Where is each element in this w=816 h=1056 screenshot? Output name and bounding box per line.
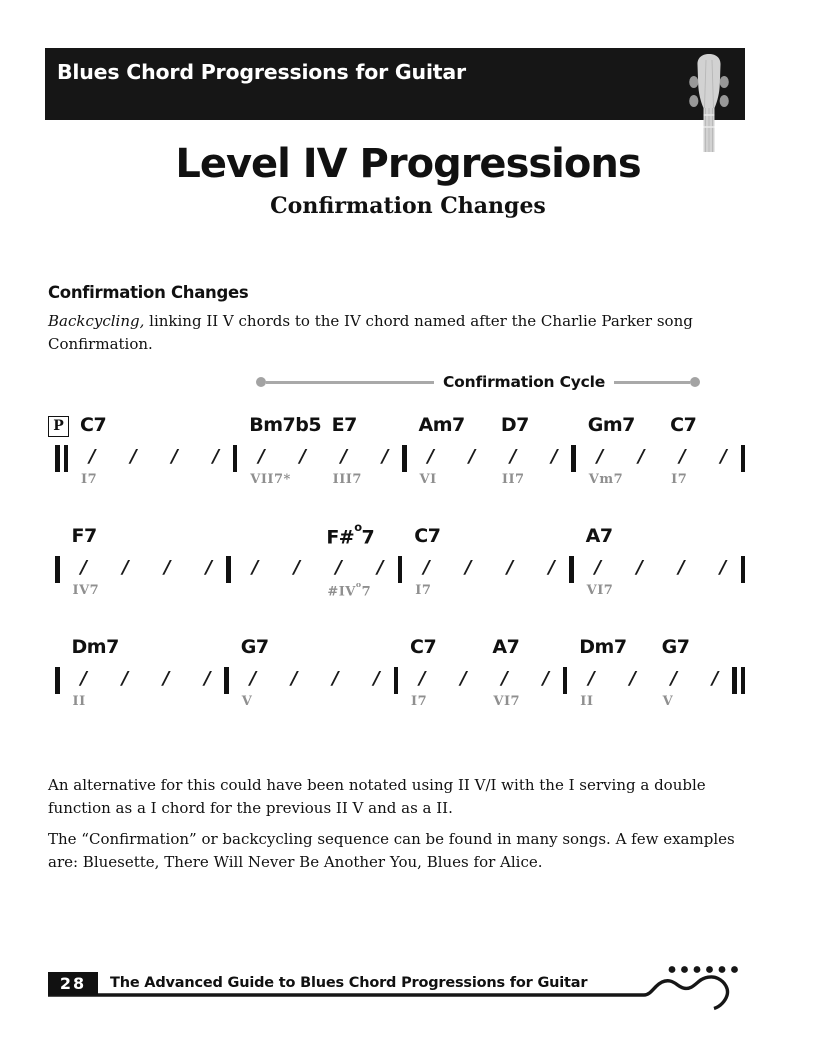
roman-numeral (699, 472, 740, 488)
roman-numeral (657, 583, 699, 599)
roman-numeral: I7 (415, 583, 432, 598)
roman-numeral: III7 (332, 472, 362, 487)
beat-cell (192, 414, 233, 488)
chord-label (608, 636, 649, 666)
roman-numeral (273, 583, 315, 599)
measure (567, 636, 732, 710)
slash-mark: / (542, 668, 550, 689)
beat-cell (398, 636, 439, 710)
roman-numeral (691, 694, 732, 710)
beat-cell (60, 525, 102, 599)
double-barline (55, 445, 68, 472)
roman-numeral: II (580, 694, 594, 709)
slash-mark: / (588, 668, 595, 689)
beat-cell (237, 414, 322, 488)
roman-numeral (278, 472, 319, 488)
chord-label (657, 525, 699, 555)
roman-numeral: VII7* (250, 472, 291, 487)
roman-numeral (185, 583, 227, 599)
roman-numeral (142, 694, 183, 710)
slash-mark: / (335, 557, 342, 578)
measure (398, 636, 563, 710)
footer-book-title: The Advanced Guide to Blues Chord Progressions for Guitar (110, 975, 588, 991)
measure (60, 636, 225, 710)
cycle-right-line (614, 381, 690, 384)
barline (741, 556, 746, 583)
slash-mark: / (121, 668, 129, 689)
roman-numeral: II (72, 694, 86, 709)
barline (741, 445, 746, 472)
beat-cell (527, 525, 569, 599)
slash-mark: / (171, 446, 178, 467)
roman-numeral: V (241, 694, 253, 709)
roman-numeral: V (662, 694, 674, 709)
slash-mark: / (594, 557, 602, 578)
page-title: Level IV Progressions (175, 141, 641, 187)
chord-label (527, 525, 569, 555)
slash-mark: / (678, 557, 685, 578)
beat-cell (657, 525, 699, 599)
beat-cell (576, 414, 635, 488)
chord-label (143, 525, 185, 555)
chord-label (192, 414, 233, 444)
slash-mark: / (506, 557, 514, 578)
chord-label: D7 (500, 414, 529, 436)
roman-numeral (311, 694, 352, 710)
chord-label (486, 525, 528, 555)
beat-cell (311, 636, 352, 710)
chord-label: A7 (585, 525, 613, 547)
beat-cell (617, 414, 658, 488)
roman-numeral (192, 472, 233, 488)
chart-line-1 (48, 414, 745, 488)
chord-label: E7 (331, 414, 357, 436)
roman-numeral (444, 583, 486, 599)
chord-label: C7 (410, 636, 437, 658)
slash-mark: / (293, 557, 301, 578)
slash-mark: / (509, 446, 517, 467)
chord-label (530, 414, 571, 444)
roman-numeral (356, 583, 398, 599)
slash-mark: / (290, 668, 298, 689)
page-subtitle: Confirmation Changes (270, 193, 546, 219)
chord-label (448, 414, 489, 444)
roman-numeral (486, 583, 528, 599)
rehearsal-mark: P (48, 416, 69, 437)
section-lead (48, 310, 708, 356)
chord-chart-lines (48, 414, 745, 710)
guitar-headstock-icon (685, 52, 733, 152)
chord-label (617, 414, 658, 444)
roman-numeral (527, 583, 569, 599)
roman-numeral: VI7 (493, 694, 521, 709)
slash-mark: / (340, 446, 348, 467)
lead-italic: Backcycling, (48, 312, 145, 330)
slash-mark: / (548, 557, 555, 578)
beat-cell (352, 636, 393, 710)
page-footer (48, 964, 774, 1014)
chord-label: C7 (670, 414, 697, 436)
beat-cell (143, 525, 185, 599)
measure (60, 525, 227, 599)
chart-line-2 (48, 519, 745, 600)
beat-cell (229, 636, 270, 710)
roman-numeral: IV7 (72, 583, 100, 598)
chord-label: Gm7 (587, 414, 635, 436)
roman-numeral (231, 583, 273, 599)
slash-mark: / (720, 446, 727, 467)
roman-numeral: VI (419, 472, 437, 487)
roman-numeral (101, 583, 143, 599)
slash-mark: / (205, 557, 213, 578)
beat-cell (480, 636, 521, 710)
beat-cell (615, 525, 657, 599)
beat-cell (356, 525, 398, 599)
slash-mark: / (130, 446, 137, 467)
chord-label: G7 (661, 636, 690, 658)
chord-label (185, 525, 227, 555)
chord-chart (48, 370, 745, 710)
roman-numeral (352, 694, 393, 710)
roman-numeral: I7 (671, 472, 688, 487)
roman-numeral (448, 472, 489, 488)
beat-cell (109, 414, 150, 488)
roman-numeral (615, 583, 657, 599)
slash-mark: / (679, 446, 686, 467)
chord-label (183, 636, 224, 666)
slash-mark: / (258, 446, 265, 467)
beat-cell (68, 414, 109, 488)
beat-cell (699, 525, 741, 599)
measure (576, 414, 741, 488)
chord-label (273, 525, 315, 555)
beat-cell (407, 414, 465, 488)
measure (407, 414, 572, 488)
measure (229, 636, 394, 710)
chord-label (270, 636, 311, 666)
chord-label (522, 636, 563, 666)
beat-cell (444, 525, 486, 599)
chord-label: C7 (414, 525, 441, 547)
slash-mark: / (299, 446, 307, 467)
beat-cell (101, 636, 142, 710)
slash-mark: / (596, 446, 604, 467)
slash-mark: / (551, 446, 558, 467)
beat-cell (150, 414, 191, 488)
cycle-left-dot-icon (256, 377, 266, 387)
cycle-right-dot-icon (690, 377, 700, 387)
beat-cell (273, 525, 315, 599)
slash-mark: / (122, 557, 129, 578)
roman-numeral (270, 694, 311, 710)
slash-mark: / (80, 668, 88, 689)
roman-numeral: I7 (81, 472, 98, 487)
confirmation-cycle-banner (256, 370, 692, 394)
slash-mark: / (162, 668, 170, 689)
chord-label (352, 636, 393, 666)
chord-label (109, 414, 150, 444)
slash-mark: / (419, 668, 426, 689)
roman-numeral (699, 583, 741, 599)
measure (402, 525, 569, 599)
chord-label (101, 636, 142, 666)
slash-mark: / (80, 557, 88, 578)
beat-cell (402, 525, 444, 599)
paragraph-examples: The “Confirmation” or backcycling sequence can be found in many songs. A few examples are: Bluesette, There Will Never Be Another You, Blues for Alice. (48, 830, 735, 871)
beat-cell (320, 414, 361, 488)
chord-label: G7 (240, 636, 269, 658)
beat-cell (658, 414, 699, 488)
slash-mark: / (89, 446, 96, 467)
slash-mark: / (427, 446, 435, 467)
roman-numeral (183, 694, 224, 710)
chord-label (699, 525, 741, 555)
chord-label: Dm7 (71, 636, 119, 658)
slash-mark: / (501, 668, 508, 689)
chord-label: Bm7b5 (249, 414, 322, 436)
chart-line-3 (48, 636, 745, 710)
slash-mark: / (377, 557, 384, 578)
roman-numeral: Vm7 (588, 472, 624, 487)
slash-mark: / (381, 446, 389, 467)
roman-numeral: VI7 (586, 583, 614, 598)
beat-cell (608, 636, 649, 710)
slash-mark: / (636, 557, 643, 578)
beat-cell (183, 636, 224, 710)
measure (237, 414, 402, 488)
slash-mark: / (460, 668, 467, 689)
cycle-label: Confirmation Cycle (443, 373, 606, 391)
chord-label (615, 525, 657, 555)
beat-cell (448, 414, 489, 488)
slash-mark: / (204, 668, 211, 689)
double-barline (732, 667, 745, 694)
beat-cell (574, 525, 616, 599)
slash-mark: / (464, 557, 472, 578)
roman-numeral (101, 694, 142, 710)
roman-numeral: I7 (411, 694, 428, 709)
beat-cell (650, 636, 691, 710)
beat-cell (314, 519, 375, 600)
slash-mark: / (163, 557, 171, 578)
chord-label (101, 525, 143, 555)
header-bar (45, 48, 745, 120)
chord-label (231, 525, 273, 555)
chord-label (444, 525, 486, 555)
beat-cell (361, 414, 402, 488)
chord-label (278, 414, 319, 444)
roman-numeral (608, 694, 649, 710)
cycle-left-line (266, 381, 434, 384)
chord-label (356, 525, 398, 555)
beat-cell (142, 636, 183, 710)
beat-cell (691, 636, 732, 710)
slash-mark: / (212, 446, 220, 467)
beat-cell (101, 525, 143, 599)
slash-mark: / (332, 668, 339, 689)
chord-label: F#$^o$7 (326, 519, 375, 549)
slash-mark: / (629, 668, 637, 689)
beat-cell (489, 414, 530, 488)
beat-cell (439, 636, 480, 710)
roman-numeral (361, 472, 402, 488)
chord-label (142, 636, 183, 666)
chord-label: Dm7 (579, 636, 627, 658)
lead-rest: linking II V chords to the IV chord named after the Charlie Parker song Confirmation. (48, 312, 693, 353)
roman-numeral (143, 583, 185, 599)
beat-cell (567, 636, 627, 710)
slash-mark: / (249, 668, 257, 689)
measure (231, 519, 398, 600)
chord-label (691, 636, 732, 666)
beat-cell (699, 414, 740, 488)
section-heading: Confirmation Changes (48, 283, 249, 302)
measure (68, 414, 233, 488)
roman-numeral: $\#IV^o7$ (327, 579, 372, 600)
chord-label: Am7 (418, 414, 465, 436)
chord-label: F7 (71, 525, 97, 547)
chord-label: A7 (492, 636, 520, 658)
slash-mark: / (670, 668, 678, 689)
roman-numeral (530, 472, 571, 488)
beat-cell (185, 525, 227, 599)
chord-label (311, 636, 352, 666)
slash-mark: / (719, 557, 727, 578)
beat-cell (270, 636, 311, 710)
page-number-badge: 28 (48, 972, 98, 995)
roman-numeral (617, 472, 658, 488)
beat-cell (60, 636, 119, 710)
beat-cell (530, 414, 571, 488)
chord-label (150, 414, 191, 444)
roman-numeral (522, 694, 563, 710)
roman-numeral: II7 (501, 472, 525, 487)
beat-cell (522, 636, 563, 710)
beat-cell (486, 525, 528, 599)
slash-mark: / (637, 446, 645, 467)
header-title: Blues Chord Progressions for Guitar (57, 60, 466, 84)
chord-label: C7 (80, 414, 107, 436)
chord-label (361, 414, 402, 444)
slash-mark: / (251, 557, 259, 578)
roman-numeral (109, 472, 150, 488)
roman-numeral (439, 694, 480, 710)
slash-mark: / (711, 668, 719, 689)
roman-numeral (150, 472, 191, 488)
measure (574, 525, 741, 599)
beat-cell (231, 525, 273, 599)
slash-mark: / (373, 668, 380, 689)
chord-label (699, 414, 740, 444)
paragraph-alternative: An alternative for this could have been notated using II V/I with the I serving a double function as a I chord for the previous II V and as a II. (48, 776, 706, 817)
beat-cell (278, 414, 319, 488)
slash-mark: / (423, 557, 430, 578)
slash-mark: / (468, 446, 476, 467)
chord-label (439, 636, 480, 666)
